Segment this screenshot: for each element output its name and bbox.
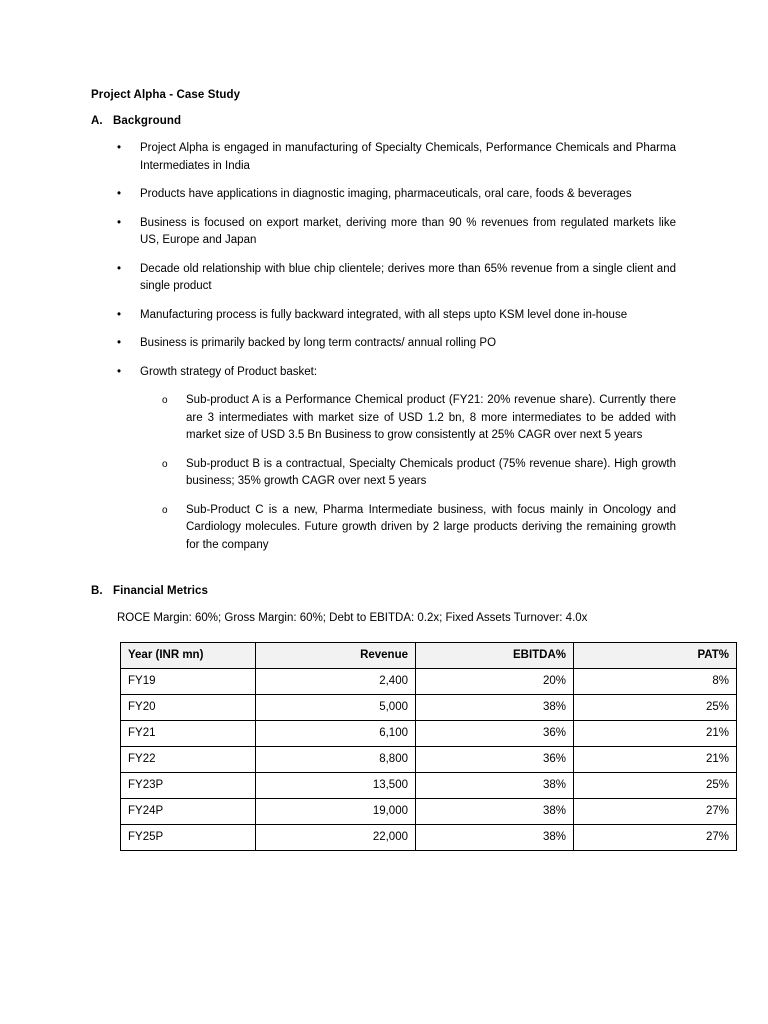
section-marker-a: A. [91,115,103,127]
column-header-ebitda: EBITDA% [416,642,574,668]
cell-year: FY22 [121,746,256,772]
list-item-text: Products have applications in diagnostic imaging, pharmaceuticals, oral care, foods & beverages [140,188,632,200]
cell-revenue: 8,800 [256,746,416,772]
list-item-text: Growth strategy of Product basket: [140,365,318,378]
cell-ebitda: 20% [416,668,574,694]
cell-ebitda: 38% [416,772,574,798]
cell-ebitda: 36% [416,720,574,746]
cell-ebitda: 38% [416,824,574,850]
sub-list-item [162,392,676,445]
table-row [121,772,737,798]
cell-pat: 21% [574,720,737,746]
sub-list-item-text: Sub-product B is a contractual, Specialty Chemicals product (75% revenue share). High growth business; 35% growth CAGR over next 5 years [186,457,676,487]
list-item-text: Business is focused on export market, deriving more than 90 % revenues from regulated markets like US, Europe and Japan [140,216,676,246]
section-heading-financial-metrics [91,584,676,598]
list-item-text: Decade old relationship with blue chip clientele; derives more than 65% revenue from a single client and single product [140,262,676,292]
cell-revenue: 2,400 [256,668,416,694]
cell-ebitda: 36% [416,746,574,772]
section-heading-background [91,114,676,128]
sub-list-item [162,456,676,491]
cell-year: FY24P [121,798,256,824]
cell-revenue: 19,000 [256,798,416,824]
list-item [117,307,676,325]
table-header [121,642,737,668]
bullet-dot-icon: • [117,365,122,378]
bullet-dot-icon: • [117,188,122,200]
cell-ebitda: 38% [416,694,574,720]
cell-year: FY23P [121,772,256,798]
table-header-row [121,642,737,668]
list-item-text: Business is primarily backed by long term contracts/ annual rolling PO [140,337,497,349]
cell-pat: 27% [574,798,737,824]
cell-revenue: 5,000 [256,694,416,720]
bullet-circle-icon: o [162,395,168,406]
cell-pat: 8% [574,668,737,694]
metrics-summary-line: ROCE Margin: 60%; Gross Margin: 60%; Debt to EBITDA: 0.2x; Fixed Assets Turnover: 4.0x [117,612,588,624]
list-item [117,364,676,555]
cell-pat: 25% [574,694,737,720]
financial-metrics-section [91,584,729,851]
list-item [117,186,676,204]
background-bullet-list [117,140,676,554]
table-row [121,694,737,720]
document-body [91,88,729,851]
cell-year: FY20 [121,694,256,720]
list-item [117,261,676,296]
cell-ebitda: 38% [416,798,574,824]
column-header-revenue: Revenue [256,642,416,668]
bullet-dot-icon: • [117,337,122,349]
cell-year: FY19 [121,668,256,694]
growth-strategy-sublist [162,392,676,554]
cell-year: FY25P [121,824,256,850]
table-body [121,668,737,850]
cell-pat: 27% [574,824,737,850]
table-row [121,824,737,850]
table-row [121,746,737,772]
financial-metrics-table [120,642,737,851]
section-label-background: Background [113,115,182,127]
bullet-dot-icon: • [117,142,122,154]
bullet-dot-icon: • [117,262,122,275]
table-row [121,720,737,746]
list-item [117,335,676,353]
cell-revenue: 6,100 [256,720,416,746]
bullet-dot-icon: • [117,308,122,321]
table-row [121,798,737,824]
sub-list-item [162,502,676,555]
list-item-text: Project Alpha is engaged in manufacturing of Specialty Chemicals, Performance Chemicals and Pharma Intermediates in India [140,142,676,172]
column-header-pat: PAT% [574,642,737,668]
list-item-text: Manufacturing process is fully backward integrated, with all steps upto KSM level done in-house [140,308,628,321]
cell-revenue: 22,000 [256,824,416,850]
cell-year: FY21 [121,720,256,746]
list-item [117,140,676,175]
cell-revenue: 13,500 [256,772,416,798]
page-title: Project Alpha - Case Study [91,89,241,101]
bullet-circle-icon: o [162,458,168,470]
list-item [117,215,676,250]
bullet-circle-icon: o [162,504,168,516]
section-label-financial-metrics: Financial Metrics [113,585,209,597]
sub-list-item-text: Sub-product A is a Performance Chemical product (FY21: 20% revenue share). Currently there are 3 intermediates with market size of USD 1.2 bn, 8 more intermediates to be added with market size of USD 3.5 Bn Business to grow consistently at 25% CAGR over next 5 years [186,394,676,441]
column-header-year: Year (INR mn) [121,642,256,668]
section-marker-b: B. [91,585,103,597]
sub-list-item-text: Sub-Product C is a new, Pharma Intermediate business, with focus mainly in Oncology and Cardiology molecules. Future growth driven by 2 large products deriving the remaining growth for the company [186,503,676,551]
bullet-dot-icon: • [117,216,122,229]
cell-pat: 25% [574,772,737,798]
table-row [121,668,737,694]
cell-pat: 21% [574,746,737,772]
